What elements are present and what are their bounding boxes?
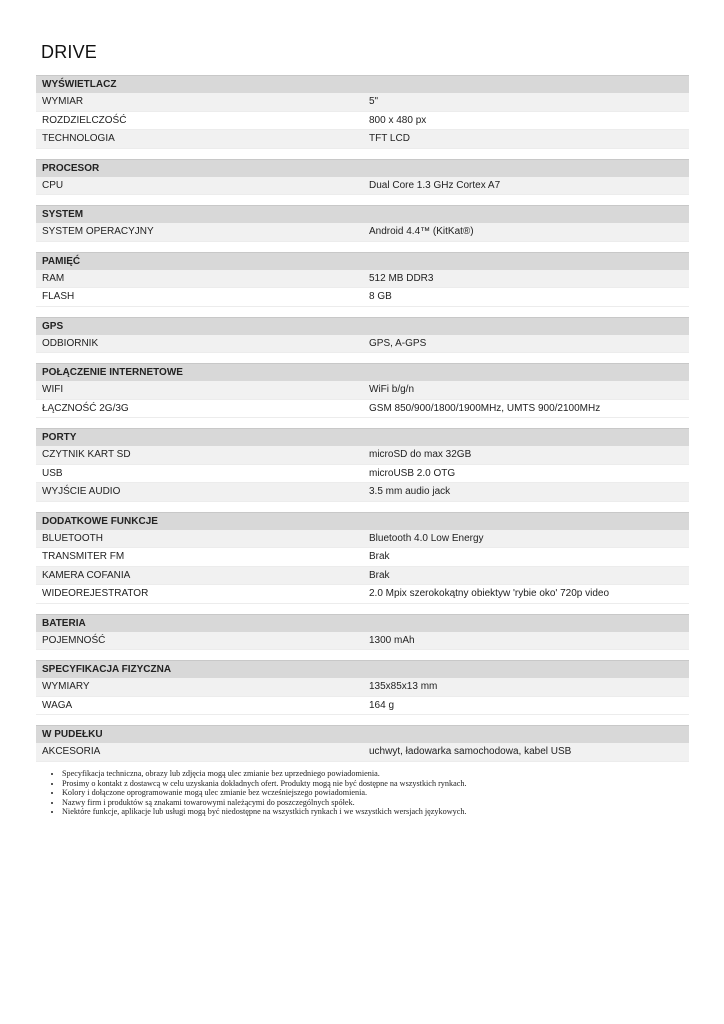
spec-value: 8 GB	[369, 291, 392, 302]
spec-row	[36, 567, 689, 586]
spec-key: CPU	[42, 179, 64, 191]
spec-key: ROZDZIELCZOŚĆ	[42, 114, 127, 126]
spec-value: Dual Core 1.3 GHz Cortex A7	[369, 179, 501, 191]
spec-section	[36, 428, 689, 502]
spec-row	[36, 530, 689, 549]
section-rows	[36, 446, 689, 502]
spec-value: WiFi b/g/n	[369, 384, 415, 395]
spec-row	[36, 400, 689, 419]
spec-key: CZYTNIK KART SD	[42, 449, 131, 460]
spec-row	[36, 743, 689, 762]
section-header: GPS	[36, 317, 689, 335]
spec-row	[36, 381, 689, 400]
spec-key: WIDEOREJESTRATOR	[42, 588, 149, 599]
spec-key: WYMIAR	[42, 96, 84, 107]
section-rows	[36, 93, 689, 149]
section-rows	[36, 223, 689, 242]
footnote-item: • Niektóre funkcje, aplikacje lub usługi mogą być niedostępne na wszystkich rynkach i we wszystkich wersjach językowych.	[62, 807, 467, 817]
section-rows	[36, 632, 689, 651]
spec-key: ŁĄCZNOŚĆ 2G/3G	[42, 402, 129, 414]
spec-row	[36, 632, 689, 651]
section-header: WYŚWIETLACZ	[36, 75, 689, 93]
spec-row	[36, 177, 689, 196]
spec-section	[36, 159, 689, 196]
section-rows	[36, 335, 689, 354]
spec-value: 1300 mAh	[369, 634, 415, 646]
spec-section	[36, 363, 689, 418]
spec-key: WAGA	[42, 699, 73, 711]
spec-value: GSM 850/900/1800/1900MHz, UMTS 900/2100MHz	[369, 402, 601, 414]
spec-key: BLUETOOTH	[42, 532, 103, 544]
section-header: SYSTEM	[36, 205, 689, 223]
page-title: DRIVE	[41, 42, 98, 62]
spec-value: 800 x 480 px	[369, 114, 427, 126]
spec-value: 5"	[369, 96, 379, 107]
section-rows	[36, 270, 689, 307]
spec-row	[36, 585, 689, 604]
spec-value: 135x85x13 mm	[369, 681, 438, 692]
spec-value: 164 g	[369, 699, 395, 711]
spec-key: KAMERA COFANIA	[42, 569, 131, 581]
section-header: PORTY	[36, 428, 689, 446]
spec-key: RAM	[42, 272, 65, 284]
spec-row	[36, 465, 689, 484]
spec-section	[36, 252, 689, 307]
spec-row	[36, 270, 689, 289]
spec-value: microUSB 2.0 OTG	[369, 467, 456, 479]
section-rows	[36, 743, 689, 762]
spec-value: Android 4.4™ (KitKat®)	[369, 226, 474, 237]
spec-section	[36, 725, 689, 762]
section-rows	[36, 381, 689, 418]
section-header: POŁĄCZENIE INTERNETOWE	[36, 363, 689, 381]
footnotes-list	[50, 769, 467, 817]
spec-row	[36, 112, 689, 131]
spec-value: Bluetooth 4.0 Low Energy	[369, 532, 484, 544]
spec-section	[36, 205, 689, 242]
spec-key: TRANSMITER FM	[42, 551, 125, 562]
spec-value: Brak	[369, 569, 390, 581]
spec-key: WYJŚCIE AUDIO	[42, 486, 121, 497]
spec-value: TFT LCD	[369, 133, 410, 144]
spec-value: GPS, A-GPS	[369, 337, 427, 349]
spec-section	[36, 317, 689, 354]
footnote-item: • Kolory i dołączone oprogramowanie mogą ulec zmianie bez wcześniejszego powiadomienia.	[62, 788, 467, 798]
spec-key: AKCESORIA	[42, 746, 101, 757]
spec-value: uchwyt, ładowarka samochodowa, kabel USB	[369, 746, 572, 757]
section-header: PAMIĘĆ	[36, 252, 689, 270]
spec-section	[36, 614, 689, 651]
spec-row	[36, 130, 689, 149]
section-header: BATERIA	[36, 614, 689, 632]
spec-key: USB	[42, 467, 63, 479]
spec-value: 3.5 mm audio jack	[369, 486, 451, 497]
spec-row	[36, 483, 689, 502]
footnote-item: • Nazwy firm i produktów są znakami towarowymi należącymi do poszczególnych spółek.	[62, 798, 467, 808]
spec-value: 2.0 Mpix szerokokątny obiektyw 'rybie oko' 720p video	[369, 588, 610, 599]
spec-key: TECHNOLOGIA	[42, 133, 115, 144]
spec-row	[36, 446, 689, 465]
spec-value: Brak	[369, 551, 390, 562]
spec-key: ODBIORNIK	[42, 337, 99, 349]
footnote-item: • Specyfikacja techniczna, obrazy lub zdjęcia mogą ulec zmianie bez uprzedniego powiadomienia.	[62, 769, 467, 779]
section-header: DODATKOWE FUNKCJE	[36, 512, 689, 530]
section-rows	[36, 177, 689, 196]
spec-section	[36, 512, 689, 604]
spec-value: microSD do max 32GB	[369, 449, 472, 460]
spec-key: POJEMNOŚĆ	[42, 634, 106, 646]
spec-key: WIFI	[42, 384, 64, 395]
spec-value: 512 MB DDR3	[369, 272, 434, 284]
spec-row	[36, 678, 689, 697]
spec-row	[36, 697, 689, 716]
spec-section	[36, 660, 689, 715]
spec-key: WYMIARY	[42, 681, 90, 692]
section-header: SPECYFIKACJA FIZYCZNA	[36, 660, 689, 678]
spec-row	[36, 93, 689, 112]
spec-row	[36, 223, 689, 242]
spec-section	[36, 75, 689, 149]
section-rows	[36, 530, 689, 604]
section-rows	[36, 678, 689, 715]
footnote-item: • Prosimy o kontakt z dostawcą w celu uzyskania dokładnych ofert. Produkty mogą nie być dostępne na wszystkich rynkach.	[62, 779, 467, 789]
spec-row	[36, 335, 689, 354]
spec-key: FLASH	[42, 291, 75, 302]
spec-row	[36, 548, 689, 567]
spec-table	[36, 75, 689, 772]
spec-key: SYSTEM OPERACYJNY	[42, 226, 154, 237]
section-header: PROCESOR	[36, 159, 689, 177]
section-header: W PUDEŁKU	[36, 725, 689, 743]
spec-row	[36, 288, 689, 307]
